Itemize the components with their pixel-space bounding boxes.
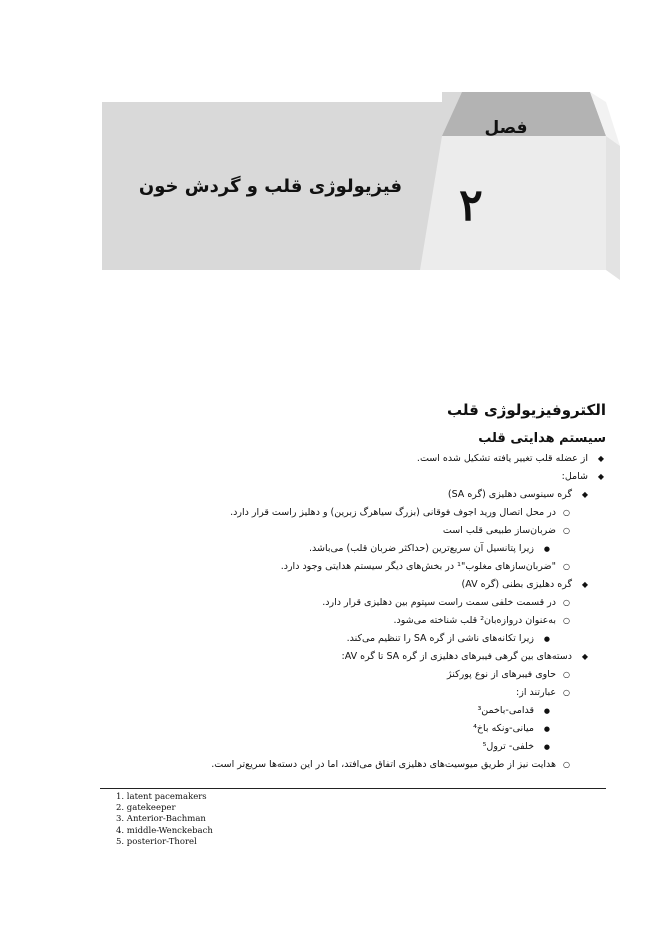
diamond-bullet-icon: ◆ xyxy=(597,472,604,481)
dot-bullet-icon: ● xyxy=(543,707,550,715)
list-item-text: میانی-ونکه باخ⁴ xyxy=(473,723,534,734)
list-item xyxy=(100,630,606,648)
chapter-title: فیزیولوژی قلب و گردش خون xyxy=(138,176,402,197)
list-item-text: هدایت نیز از طریق میوسیت‌های دهلیزی اتفاق می‌افتد، اما در این دسته‌ها سریع‌تر است. xyxy=(211,759,556,770)
internodal-details-2 xyxy=(100,756,606,774)
list-item-text: عبارتند از: xyxy=(516,687,556,698)
circle-bullet-icon: ○ xyxy=(563,688,570,697)
diamond-bullet-icon: ◆ xyxy=(581,490,588,499)
dot-bullet-icon: ● xyxy=(543,635,550,643)
chapter-label: فصل xyxy=(484,118,528,138)
list-item xyxy=(100,522,606,540)
circle-bullet-icon: ○ xyxy=(563,526,570,535)
nodes-list-3 xyxy=(100,648,606,666)
chapter-banner xyxy=(0,0,661,300)
circle-bullet-icon: ○ xyxy=(563,670,570,679)
sa-node-subdetails xyxy=(100,540,606,558)
sa-node-details xyxy=(100,504,606,540)
list-item-text: از عضله قلب تغییر یافته تشکیل شده است. xyxy=(416,453,588,464)
list-item xyxy=(100,486,606,504)
subsection-title: سیستم هدایتی قلب xyxy=(478,431,606,446)
list-item-text: گره دهلیزی بطنی (گره AV) xyxy=(461,579,572,590)
chapter-number: ۲ xyxy=(459,180,483,231)
sa-node-details-2 xyxy=(100,558,606,576)
list-item xyxy=(100,540,606,558)
dot-bullet-icon: ● xyxy=(543,743,550,751)
circle-bullet-icon: ○ xyxy=(563,616,570,625)
list-item xyxy=(100,468,606,486)
chapter-banner-graphic xyxy=(0,0,661,300)
footnote: 2. gatekeeper xyxy=(116,803,176,814)
list-item-text: "ضربان‌سازهای مغلوب"¹ در بخش‌های دیگر سیستم هدایتی وجود دارد. xyxy=(280,561,556,572)
list-item-text: دسته‌های بین گرهی فیبرهای دهلیزی از گره SA تا گره AV: xyxy=(341,651,572,662)
circle-bullet-icon: ○ xyxy=(563,562,570,571)
list-item xyxy=(100,504,606,522)
list-item xyxy=(100,684,606,702)
list-item xyxy=(100,558,606,576)
footnote: 5. posterior-Thorel xyxy=(116,836,197,847)
av-node-subdetails xyxy=(100,630,606,648)
dot-bullet-icon: ● xyxy=(543,545,550,553)
list-item-text: خلفی- ترول⁵ xyxy=(482,741,534,752)
list-item-text: به‌عنوان دروازه‌بان² قلب شناخته می‌شود. xyxy=(393,615,556,626)
list-item xyxy=(100,720,606,738)
circle-bullet-icon: ○ xyxy=(563,508,570,517)
list-item xyxy=(100,450,606,468)
diamond-bullet-icon: ◆ xyxy=(581,652,588,661)
nodes-list-2 xyxy=(100,576,606,594)
dot-bullet-icon: ● xyxy=(543,725,550,733)
list-item-text: در محل اتصال ورید اجوف فوقانی (بزرگ سیاهرگ زبرین) و دهلیز راست قرار دارد. xyxy=(230,507,556,518)
circle-bullet-icon: ○ xyxy=(563,598,570,607)
list-item-text: حاوی فیبرهای از نوع پورکنژ xyxy=(447,669,556,680)
circle-bullet-icon: ○ xyxy=(563,760,570,769)
conduction-system-list xyxy=(100,450,606,486)
diamond-bullet-icon: ◆ xyxy=(597,454,604,463)
list-item xyxy=(100,594,606,612)
footnote: 3. Anterior-Bachman xyxy=(116,814,206,825)
list-item-text: گره سینوسی دهلیزی (گره SA) xyxy=(447,489,572,500)
chapter-content xyxy=(100,400,606,774)
footnote: 4. middle-Wenckebach xyxy=(116,825,213,836)
section-title: الکتروفیزیولوژی قلب xyxy=(446,401,606,419)
footnote-divider xyxy=(100,788,606,789)
list-item xyxy=(100,666,606,684)
list-item xyxy=(100,702,606,720)
av-node-details xyxy=(100,594,606,630)
list-item-text: شامل: xyxy=(561,471,588,482)
list-item xyxy=(100,756,606,774)
list-item-text: قدامی-باخمن³ xyxy=(477,705,534,716)
list-item xyxy=(100,612,606,630)
list-item-text: در قسمت خلفی سمت راست سپتوم بین دهلیزی قرار دارد. xyxy=(322,597,556,608)
nodes-list xyxy=(100,486,606,504)
internodal-details xyxy=(100,666,606,702)
internodal-tracts xyxy=(100,702,606,756)
list-item-text: ضربان‌ساز طبیعی قلب است xyxy=(442,525,556,536)
footnote: 1. latent pacemakers xyxy=(116,792,207,802)
diamond-bullet-icon: ◆ xyxy=(581,580,588,589)
list-item xyxy=(100,738,606,756)
list-item-text: زیرا تکانه‌های ناشی از گره SA را تنظیم می‌کند. xyxy=(346,633,534,644)
footnotes xyxy=(116,792,213,848)
list-item xyxy=(100,576,606,594)
list-item xyxy=(100,648,606,666)
list-item-text: زیرا پتانسیل آن سریع‌ترین (حداکثر ضربان قلب) می‌باشد. xyxy=(308,543,534,554)
